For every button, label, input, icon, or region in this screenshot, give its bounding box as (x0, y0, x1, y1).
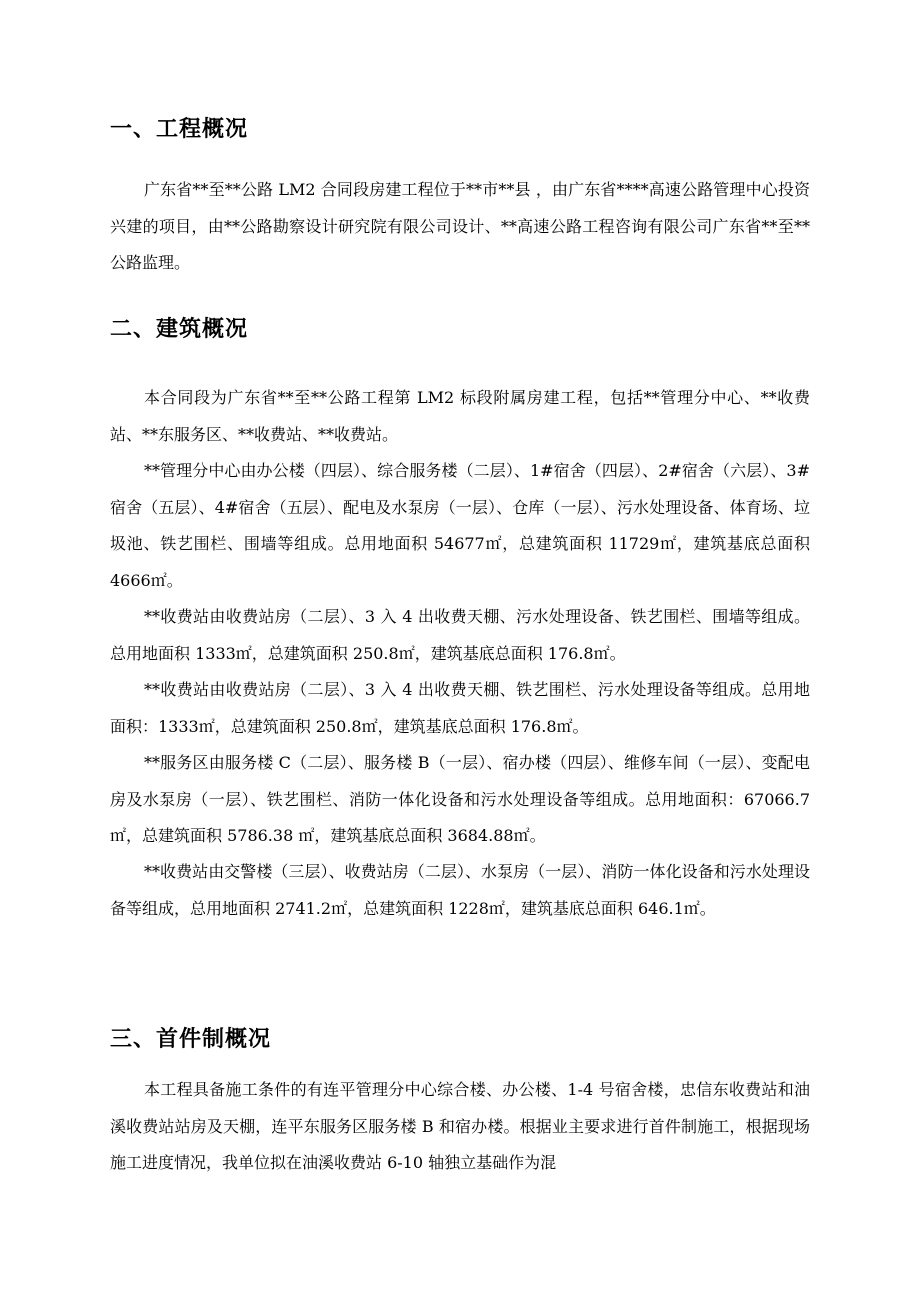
section-title-project-overview: 一、工程概况 (110, 117, 249, 142)
paragraph-project-overview: 广东省**至**公路 LM2 合同段房建工程位于**市**县 ，由广东省****高速公路管理中心投资兴建的项目，由**公路勘察设计研究院有限公司设计、**高速公路工程咨询有限公司广东省**至**公路监理。 (110, 180, 810, 272)
paragraph-toll-station-3: **收费站由交警楼（三层）、收费站房（二层）、水泵房（一层）、消防一体化设备和污水处理设备等组成，总用地面积 2741.2㎡，总建筑面积 1228㎡，建筑基底总面积 646.1㎡。 (110, 862, 810, 918)
paragraph-service-area: **服务区由服务楼 C（二层）、服务楼 B（一层）、宿办楼（四层）、维修车间（一层）、变配电房及水泵房（一层）、铁艺围栏、消防一体化设备和污水处理设备等组成。总用地面积：67066.7 ㎡，总建筑面积 5786.38 ㎡，建筑基底总面积 3684.88㎡。 (110, 753, 810, 845)
paragraph-building-scope: 本合同段为广东省**至**公路工程第 LM2 标段附属房建工程，包括**管理分中心、**收费站、**东服务区、**收费站、**收费站。 (110, 388, 810, 444)
paragraph-first-piece: 本工程具备施工条件的有连平管理分中心综合楼、办公楼、1-4 号宿舍楼，忠信东收费站和油溪收费站站房及天棚，连平东服务区服务楼 B 和宿办楼。根据业主要求进行首件制施工，根据现场施工进度情况，我单位拟在油溪收费站 6-10 轴独立基础作为混 (110, 1080, 810, 1172)
section-title-first-piece: 三、首件制概况 (110, 1027, 272, 1052)
section-title-building-overview: 二、建筑概况 (110, 317, 249, 342)
paragraph-management-center: **管理分中心由办公楼（四层）、综合服务楼（二层）、1#宿舍（四层）、2#宿舍（六层）、3#宿舍（五层）、4#宿舍（五层）、配电及水泵房（一层）、仓库（一层）、污水处理设备、体育场、垃圾池、铁艺围栏、围墙等组成。总用地面积 54677㎡，总建筑面积 11729㎡，建筑基底总面积 4666㎡。 (110, 461, 810, 590)
paragraph-toll-station-2: **收费站由收费站房（二层）、3 入 4 出收费天棚、铁艺围栏、污水处理设备等组成。总用地面积：1333㎡，总建筑面积 250.8㎡，建筑基底总面积 176.8㎡。 (110, 680, 810, 736)
paragraph-toll-station-1: **收费站由收费站房（二层）、3 入 4 出收费天棚、污水处理设备、铁艺围栏、围墙等组成。总用地面积 1333㎡，总建筑面积 250.8㎡，建筑基底总面积 176.8㎡。 (110, 607, 810, 663)
